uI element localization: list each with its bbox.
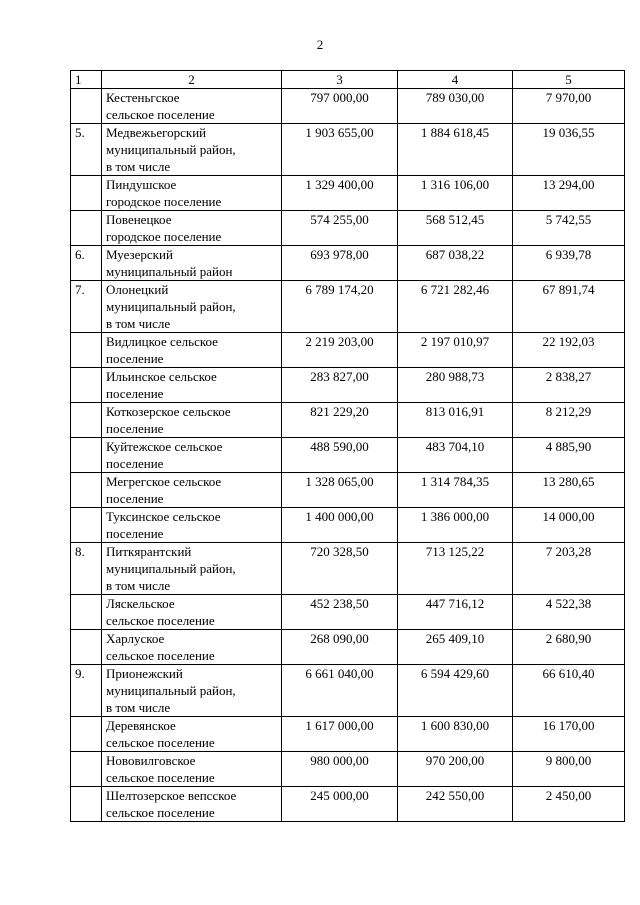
territory-name: Кестеньгское сельское поселение: [102, 89, 282, 124]
table-row: [71, 508, 625, 543]
value-col-3: 980 000,00: [282, 752, 398, 787]
value-col-4: 2 197 010,97: [398, 333, 513, 368]
table-row: [71, 438, 625, 473]
value-col-5: 4 885,90: [513, 438, 625, 473]
value-col-3: 268 090,00: [282, 630, 398, 665]
value-col-5: 8 212,29: [513, 403, 625, 438]
value-col-5: 7 203,28: [513, 543, 625, 595]
row-number: [71, 787, 102, 822]
value-col-5: 14 000,00: [513, 508, 625, 543]
value-col-4: 447 716,12: [398, 595, 513, 630]
header-cell-5: 5: [513, 71, 625, 89]
table-row: [71, 717, 625, 752]
value-col-5: 2 838,27: [513, 368, 625, 403]
territory-name: Деревянское сельское поселение: [102, 717, 282, 752]
value-col-4: 970 200,00: [398, 752, 513, 787]
value-col-5: 2 680,90: [513, 630, 625, 665]
value-col-4: 242 550,00: [398, 787, 513, 822]
value-col-4: 568 512,45: [398, 211, 513, 246]
row-number: [71, 630, 102, 665]
table-row: [71, 246, 625, 281]
value-col-3: 488 590,00: [282, 438, 398, 473]
value-col-3: 574 255,00: [282, 211, 398, 246]
table-body: [71, 71, 625, 822]
territory-name: Олонецкий муниципальный район, в том числе: [102, 281, 282, 333]
table-row: [71, 368, 625, 403]
value-col-4: 1 314 784,35: [398, 473, 513, 508]
value-col-5: 66 610,40: [513, 665, 625, 717]
value-col-3: 1 329 400,00: [282, 176, 398, 211]
value-col-4: 6 594 429,60: [398, 665, 513, 717]
value-col-3: 6 789 174,20: [282, 281, 398, 333]
header-cell-4: 4: [398, 71, 513, 89]
value-col-4: 713 125,22: [398, 543, 513, 595]
value-col-3: 2 219 203,00: [282, 333, 398, 368]
value-col-4: 1 884 618,45: [398, 124, 513, 176]
value-col-5: 6 939,78: [513, 246, 625, 281]
row-number: [71, 333, 102, 368]
value-col-5: 16 170,00: [513, 717, 625, 752]
value-col-4: 280 988,73: [398, 368, 513, 403]
value-col-5: 13 280,65: [513, 473, 625, 508]
value-col-4: 1 600 830,00: [398, 717, 513, 752]
territory-name: Питкярантский муниципальный район, в том числе: [102, 543, 282, 595]
header-cell-3: 3: [282, 71, 398, 89]
value-col-3: 283 827,00: [282, 368, 398, 403]
territory-name: Мегрегское сельское поселение: [102, 473, 282, 508]
value-col-4: 813 016,91: [398, 403, 513, 438]
territory-name: Пиндушское городское поселение: [102, 176, 282, 211]
value-col-5: 13 294,00: [513, 176, 625, 211]
table-row: [71, 89, 625, 124]
table-row: [71, 124, 625, 176]
value-col-3: 1 328 065,00: [282, 473, 398, 508]
table-row: [71, 333, 625, 368]
territory-name: Ляскельское сельское поселение: [102, 595, 282, 630]
value-col-3: 720 328,50: [282, 543, 398, 595]
row-number: [71, 595, 102, 630]
table-row: [71, 176, 625, 211]
row-number: [71, 211, 102, 246]
row-number: 5.: [71, 124, 102, 176]
territory-name: Харлуское сельское поселение: [102, 630, 282, 665]
value-col-5: 5 742,55: [513, 211, 625, 246]
budget-table: [70, 70, 625, 822]
row-number: 6.: [71, 246, 102, 281]
row-number: [71, 176, 102, 211]
territory-name: Видлицкое сельское поселение: [102, 333, 282, 368]
value-col-5: 67 891,74: [513, 281, 625, 333]
table-row: [71, 473, 625, 508]
table-row: [71, 665, 625, 717]
row-number: 7.: [71, 281, 102, 333]
table-header-row: [71, 71, 625, 89]
value-col-3: 245 000,00: [282, 787, 398, 822]
territory-name: Повенецкое городское поселение: [102, 211, 282, 246]
territory-name: Шелтозерское вепсское сельское поселение: [102, 787, 282, 822]
territory-name: Коткозерское сельское поселение: [102, 403, 282, 438]
value-col-3: 797 000,00: [282, 89, 398, 124]
table-row: [71, 595, 625, 630]
page-number: 2: [316, 37, 324, 52]
table-row: [71, 752, 625, 787]
value-col-3: 1 617 000,00: [282, 717, 398, 752]
value-col-3: 821 229,20: [282, 403, 398, 438]
territory-name: Муезерский муниципальный район: [102, 246, 282, 281]
row-number: [71, 473, 102, 508]
value-col-4: 483 704,10: [398, 438, 513, 473]
value-col-5: 7 970,00: [513, 89, 625, 124]
row-number: 9.: [71, 665, 102, 717]
value-col-4: 1 316 106,00: [398, 176, 513, 211]
header-cell-2: 2: [102, 71, 282, 89]
row-number: [71, 368, 102, 403]
table-row: [71, 543, 625, 595]
table-row: [71, 787, 625, 822]
value-col-4: 265 409,10: [398, 630, 513, 665]
territory-name: Туксинское сельское поселение: [102, 508, 282, 543]
territory-name: Прионежский муниципальный район, в том числе: [102, 665, 282, 717]
row-number: [71, 508, 102, 543]
table-row: [71, 211, 625, 246]
value-col-5: 19 036,55: [513, 124, 625, 176]
value-col-3: 6 661 040,00: [282, 665, 398, 717]
territory-name: Ильинское сельское поселение: [102, 368, 282, 403]
row-number: [71, 403, 102, 438]
territory-name: Нововилговское сельское поселение: [102, 752, 282, 787]
value-col-3: 693 978,00: [282, 246, 398, 281]
row-number: [71, 752, 102, 787]
value-col-5: 2 450,00: [513, 787, 625, 822]
row-number: [71, 438, 102, 473]
table-row: [71, 281, 625, 333]
territory-name: Медвежьегорский муниципальный район, в том числе: [102, 124, 282, 176]
value-col-3: 452 238,50: [282, 595, 398, 630]
value-col-4: 1 386 000,00: [398, 508, 513, 543]
row-number: 8.: [71, 543, 102, 595]
value-col-4: 687 038,22: [398, 246, 513, 281]
header-cell-1: 1: [71, 71, 102, 89]
territory-name: Куйтежское сельское поселение: [102, 438, 282, 473]
value-col-4: 6 721 282,46: [398, 281, 513, 333]
value-col-3: 1 400 000,00: [282, 508, 398, 543]
row-number: [71, 717, 102, 752]
table-row: [71, 630, 625, 665]
value-col-5: 9 800,00: [513, 752, 625, 787]
value-col-5: 4 522,38: [513, 595, 625, 630]
table-row: [71, 403, 625, 438]
value-col-3: 1 903 655,00: [282, 124, 398, 176]
row-number: [71, 89, 102, 124]
value-col-5: 22 192,03: [513, 333, 625, 368]
value-col-4: 789 030,00: [398, 89, 513, 124]
